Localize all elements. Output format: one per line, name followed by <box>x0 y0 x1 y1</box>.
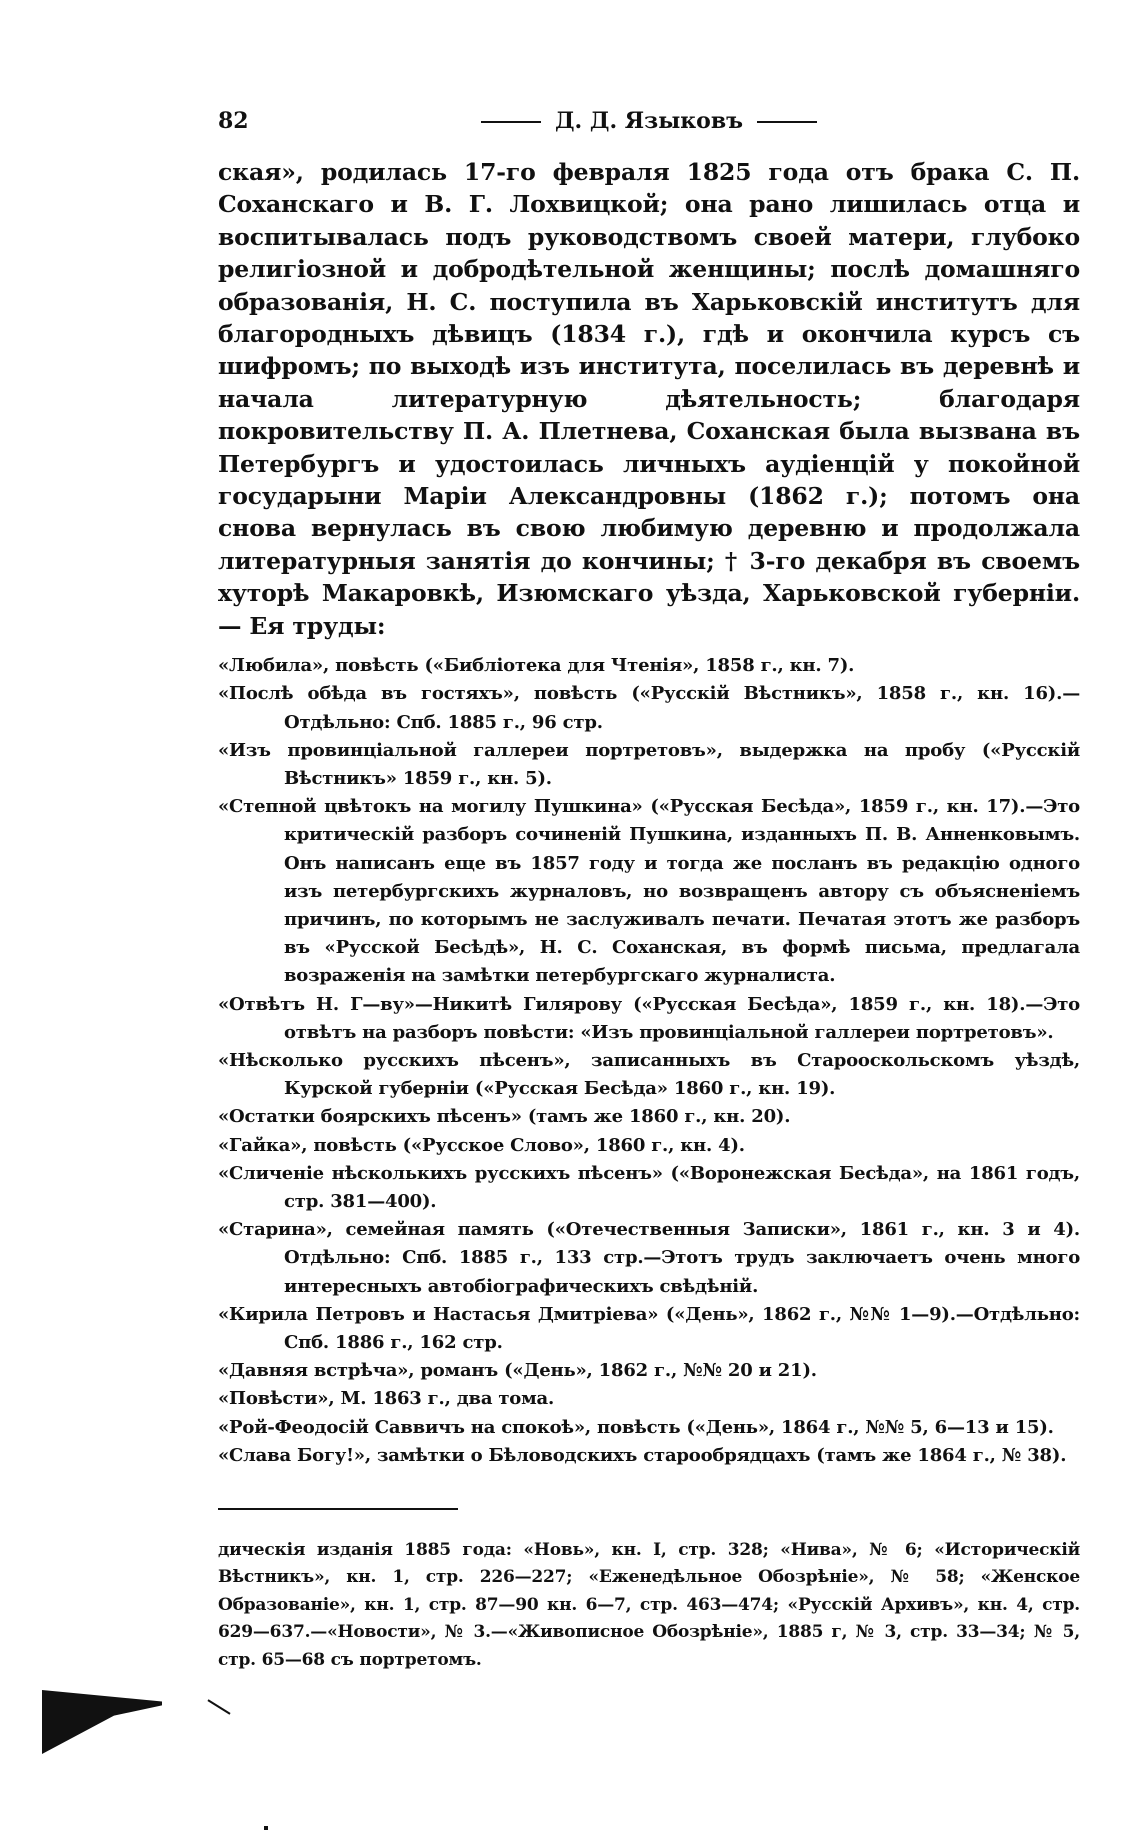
scan-artifact-stroke <box>207 1699 230 1714</box>
bibliography-entry: «Давняя встрѣча», романъ («День», 1862 г., №№ 20 и 21). <box>218 1360 817 1382</box>
bibliography-entry: «Степной цвѣтокъ на могилу Пушкина» («Русская Бесѣда», 1859 г., кн. 17).—Это критическій разборъ сочиненій Пушкина, изданныхъ П. В. Анненковымъ. Онъ написанъ еще въ 1857 году и тогда же посланъ въ редакцію одного изъ петербургскихъ журналовъ, но возвращенъ автору съ объясненіемъ причинъ, по которымъ не заслуживалъ печати. Печатая этотъ же разборъ въ «Русской Бесѣдѣ», Н. С. Соханская, въ формѣ письма, предлагала возраженія на замѣтки петербургскаго журналиста. <box>218 796 1080 987</box>
bibliography-entry: «Остатки боярскихъ пѣсенъ» (тамъ же 1860 г., кн. 20). <box>218 1106 791 1128</box>
running-title <box>218 108 1080 134</box>
footnote-rule <box>218 1508 458 1510</box>
bibliography-entry: «Послѣ обѣда въ гостяхъ», повѣсть («Русскій Вѣстникъ», 1858 г., кн. 16).—Отдѣльно: Спб. 1885 г., 96 стр. <box>218 683 1080 733</box>
bibliography-entry: «Сличеніе нѣсколькихъ русскихъ пѣсенъ» («Воронежская Бесѣда», на 1861 годъ, стр. 381—400). <box>218 1162 1080 1212</box>
bibliography-entry: «Слава Богу!», замѣтки о Бѣловодскихъ старообрядцахъ (тамъ же 1864 г., № 38). <box>218 1444 1067 1466</box>
bibliography-entry: «Кирила Петровъ и Настасья Дмитріева» («День», 1862 г., №№ 1—9).—Отдѣльно: Спб. 1886 г., 162 стр. <box>218 1303 1080 1353</box>
bibliography-entry: «Повѣсти», М. 1863 г., два тома. <box>218 1388 555 1410</box>
bibliography-entry: «Рой-Феодосій Саввичъ на спокоѣ», повѣсть («День», 1864 г., №№ 5, 6—13 и 15). <box>218 1416 1054 1438</box>
title-dash-right <box>757 121 817 123</box>
bibliography-entry: «Изъ провинціальной галлереи портретовъ», выдержка на пробу («Русскій Вѣстникъ» 1859 г., кн. 5). <box>218 739 1080 789</box>
footnote: дическія изданія 1885 года: «Новь», кн. I, стр. 328; «Нива», № 6; «Историческій Вѣстникъ», кн. 1, стр. 226—227; «Еженедѣльное Обозрѣніе», № 58; «Женское Образованіе», кн. 1, стр. 87—90 кн. 6—7, стр. 463—474; «Русскій Архивъ», кн. 4, стр. 629—637.—«Новости», № 3.—«Живописное Обозрѣніе», 1885 г, № 3, стр. 33—34; № 5, стр. 65—68 съ портретомъ. <box>218 1539 1080 1670</box>
running-title-text: Д. Д. Языковъ <box>555 108 743 134</box>
bibliography-entry: «Гайка», повѣсть («Русское Слово», 1860 г., кн. 4). <box>218 1134 745 1156</box>
title-dash-left <box>481 121 541 123</box>
scan-artifact-dot <box>264 1826 268 1830</box>
scan-artifact-wedge <box>42 1690 162 1754</box>
bibliography-entry: «Нѣсколько русскихъ пѣсенъ», записанныхъ въ Старооскольскомъ уѣздѣ, Курской губерніи («Русская Бесѣда» 1860 г., кн. 19). <box>218 1049 1080 1100</box>
book-page <box>218 108 1080 1674</box>
bibliography-list <box>218 652 1080 1470</box>
main-paragraph: ская», родилась 17-го февраля 1825 года отъ брака С. П. Соханскаго и В. Г. Лохвицкой; она рано лишилась отца и воспитывалась подъ руководствомъ своей матери, глубоко религіозной и добродѣтельной женщины; послѣ домашняго образованія, Н. С. поступила въ Харьковскій институтъ для благородныхъ дѣвицъ (1834 г.), гдѣ и окончила курсъ съ шифромъ; по выходѣ изъ института, поселилась въ деревнѣ и начала литературную дѣятельность; благодаря покровительству П. А. Плетнева, Соханская была вызвана въ Петербургъ и удостоилась личныхъ аудіенцій у покойной государыни Маріи Александровны (1862 г.); потомъ она снова вернулась въ свою любимую деревню и продолжала литературныя занятія до кончины; † 3-го декабря въ своемъ хуторѣ Макаровкѣ, Изюмскаго уѣзда, Харьковской губерніи.— Ея труды: <box>218 158 1080 640</box>
bibliography-entry: «Отвѣтъ Н. Г—ву»—Никитѣ Гилярову («Русская Бесѣда», 1859 г., кн. 18).—Это отвѣтъ на разборъ повѣсти: «Изъ провинціальной галлереи портретовъ». <box>218 993 1080 1043</box>
page-header <box>218 108 1080 142</box>
bibliography-entry: «Старина», семейная память («Отечественныя Записки», 1861 г., кн. 3 и 4). Отдѣльно: Спб. 1885 г., 133 стр.—Этотъ трудъ заключаетъ очень много интересныхъ автобіографическихъ свѣдѣній. <box>218 1219 1080 1297</box>
page-number: 82 <box>218 108 249 134</box>
bibliography-entry: «Любила», повѣсть («Библіотека для Чтенія», 1858 г., кн. 7). <box>218 655 855 677</box>
